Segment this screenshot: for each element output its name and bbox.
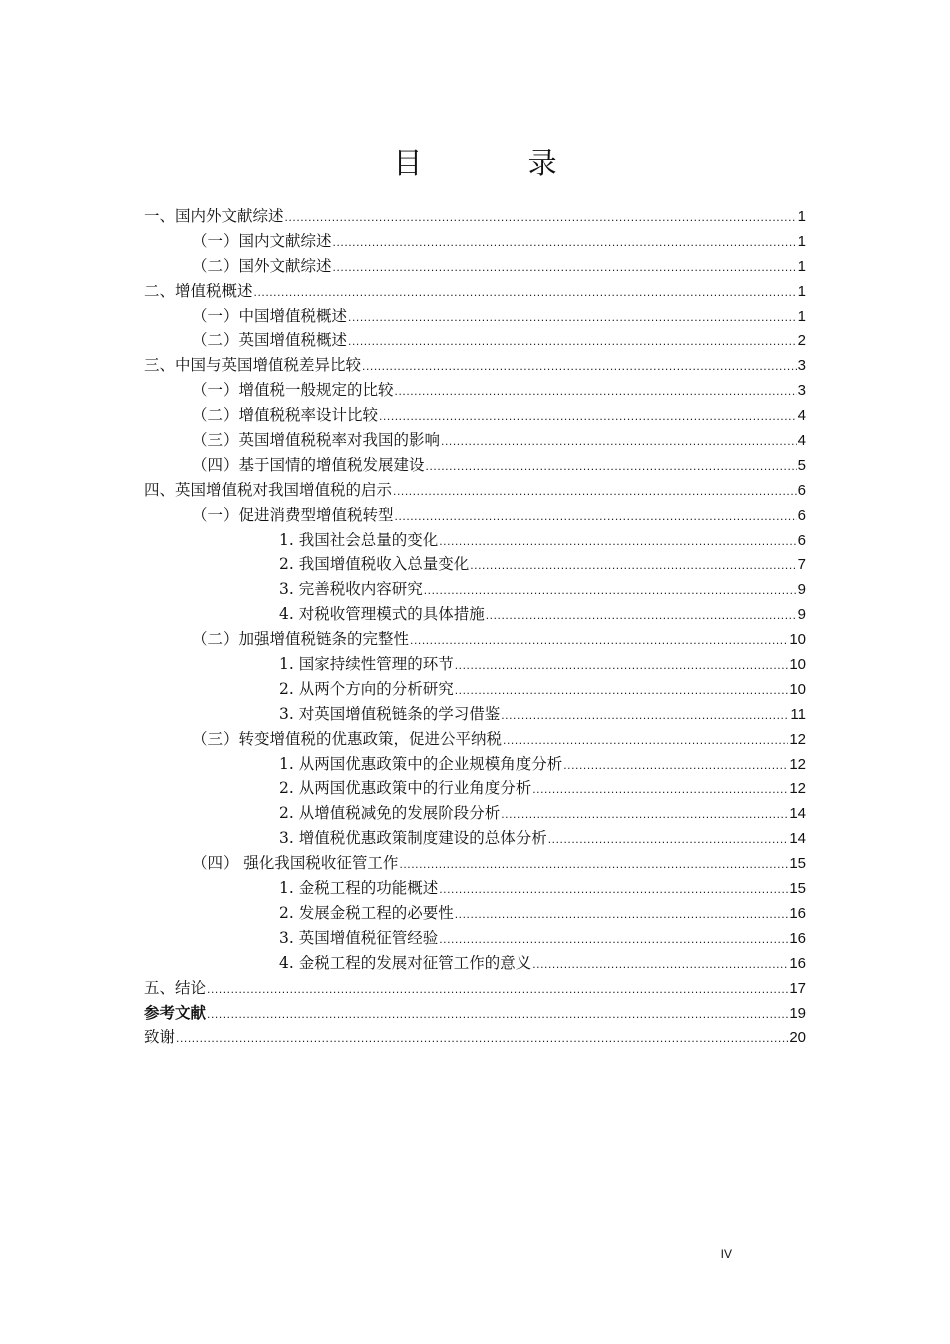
toc-entry-page-number: 15 (789, 880, 806, 898)
dot-leader (548, 827, 789, 852)
toc-entry-label: （二）国外文献综述 (192, 256, 332, 275)
dot-leader (532, 777, 788, 802)
dot-leader (333, 230, 797, 255)
toc-entry-label: 2. 从两个方向的分析研究 (279, 679, 454, 698)
toc-entry-label: 1. 国家持续性管理的环节 (279, 655, 454, 674)
toc-entry-label: 4. 金税工程的发展对征管工作的意义 (279, 953, 532, 972)
toc-entry-label: （二）加强增值税链条的完整性 (192, 630, 410, 649)
toc-entry-page-number: 4 (797, 432, 806, 450)
toc-entry-page-number: 6 (797, 506, 806, 524)
toc-entry-page-number: 20 (789, 1029, 806, 1047)
toc-entry-page-number: 10 (789, 656, 806, 674)
toc-entry-page-number: 11 (790, 705, 806, 723)
dot-leader (379, 404, 797, 429)
dot-leader (399, 852, 788, 877)
toc-entry-page-number: 6 (797, 481, 806, 499)
toc-entry[interactable] (144, 1025, 806, 1050)
table-of-contents (144, 204, 806, 1050)
toc-entry-label: （二）增值税税率设计比较 (192, 406, 379, 425)
toc-entry-label: 3. 完善税收内容研究 (279, 580, 423, 599)
toc-entry[interactable] (144, 478, 806, 503)
toc-entry-page-number: 12 (789, 780, 806, 798)
toc-entry-page-number: 16 (789, 954, 806, 972)
toc-entry[interactable] (144, 304, 806, 329)
toc-entry-page-number: 12 (789, 730, 806, 748)
toc-entry-label: （一）促进消费型增值税转型 (192, 505, 394, 524)
dot-leader (503, 728, 788, 753)
toc-entry-page-number: 12 (789, 755, 806, 773)
toc-entry[interactable] (144, 403, 806, 428)
toc-entry[interactable] (144, 801, 806, 826)
toc-entry[interactable] (144, 926, 806, 951)
dot-leader (348, 305, 797, 330)
toc-entry-label: 2. 从两国优惠政策中的行业角度分析 (279, 779, 532, 798)
toc-entry-page-number: 3 (797, 357, 806, 375)
toc-entry-label: （一）国内文献综述 (192, 231, 332, 250)
toc-entry[interactable] (144, 453, 806, 478)
dot-leader (285, 205, 797, 230)
dot-leader (455, 653, 789, 678)
dot-leader (424, 578, 797, 603)
toc-entry[interactable] (144, 851, 806, 876)
toc-entry-label: 3. 增值税优惠政策制度建设的总体分析 (279, 829, 547, 848)
toc-entry-page-number: 9 (797, 581, 806, 599)
toc-entry-page-number: 10 (789, 631, 806, 649)
toc-entry-label: 参考文献 (144, 1002, 207, 1022)
toc-entry-label: 3. 英国增值税征管经验 (279, 928, 439, 947)
toc-entry-label: 四、英国增值税对我国增值税的启示 (144, 480, 393, 499)
toc-entry-page-number: 1 (797, 208, 806, 225)
toc-entry-page-number: 14 (789, 805, 806, 823)
dot-leader (207, 1002, 788, 1027)
dot-leader (254, 280, 797, 305)
toc-entry-page-number: 16 (789, 904, 806, 922)
toc-entry-page-number: 10 (789, 680, 806, 698)
toc-entry-label: （一）中国增值税概述 (192, 306, 348, 325)
dot-leader (176, 1026, 788, 1051)
toc-entry-page-number: 5 (797, 456, 806, 474)
toc-entry-label: 1. 金税工程的功能概述 (279, 879, 439, 898)
toc-entry[interactable] (144, 353, 806, 378)
toc-entry[interactable] (144, 378, 806, 403)
toc-entry-label: （一）增值税一般规定的比较 (192, 381, 394, 400)
dot-leader (439, 927, 788, 952)
dot-leader (455, 678, 789, 703)
toc-entry[interactable] (144, 1001, 806, 1026)
toc-entry-page-number: 1 (797, 232, 806, 250)
toc-entry-label: （四） 强化我国税收征管工作 (192, 854, 399, 873)
toc-entry[interactable] (144, 428, 806, 453)
toc-entry-page-number: 9 (797, 606, 806, 624)
toc-entry[interactable] (144, 328, 806, 353)
dot-leader (348, 329, 797, 354)
toc-entry-page-number: 16 (789, 929, 806, 947)
toc-entry[interactable] (144, 752, 806, 777)
toc-entry[interactable] (144, 627, 806, 652)
dot-leader (455, 902, 789, 927)
toc-entry-page-number: 19 (789, 1004, 806, 1022)
dot-leader (393, 479, 797, 504)
toc-entry-page-number: 2 (797, 332, 806, 350)
toc-entry[interactable] (144, 528, 806, 553)
toc-entry-label: 二、增值税概述 (144, 281, 253, 300)
page-footer-number: IV (720, 1247, 732, 1261)
dot-leader (501, 703, 789, 728)
toc-entry[interactable] (144, 229, 806, 254)
toc-entry[interactable] (144, 776, 806, 801)
toc-entry-page-number: 1 (797, 282, 806, 300)
toc-entry[interactable] (144, 577, 806, 602)
toc-entry[interactable] (144, 552, 806, 577)
toc-entry[interactable] (144, 876, 806, 901)
dot-leader (470, 553, 796, 578)
dot-leader (486, 603, 797, 628)
toc-entry-page-number: 17 (789, 979, 806, 997)
toc-entry-label: （三）转变增值税的优惠政策，促进公平纳税 (192, 729, 503, 748)
dot-leader (439, 877, 788, 902)
toc-entry-label: 致谢 (144, 1028, 176, 1047)
toc-entry[interactable] (144, 976, 806, 1001)
toc-entry-label: 2. 发展金税工程的必要性 (279, 903, 454, 922)
toc-entry-page-number: 4 (797, 407, 806, 425)
dot-leader (426, 454, 797, 479)
dot-leader (333, 255, 797, 280)
toc-entry-label: 1. 我国社会总量的变化 (279, 530, 439, 549)
toc-entry-label: 一、国内外文献综述 (144, 207, 284, 225)
toc-entry[interactable] (144, 677, 806, 702)
toc-entry-label: （四）基于国情的增值税发展建设 (192, 455, 425, 474)
dot-leader (532, 952, 788, 977)
toc-entry-label: 3. 对英国增值税链条的学习借鉴 (279, 704, 501, 723)
toc-entry-label: 2. 我国增值税收入总量变化 (279, 555, 470, 574)
toc-entry-page-number: 6 (797, 531, 806, 549)
toc-entry[interactable] (144, 826, 806, 851)
toc-entry-label: （三）英国增值税税率对我国的影响 (192, 431, 441, 450)
toc-entry[interactable] (144, 727, 806, 752)
dot-leader (410, 628, 788, 653)
toc-title: 目 录 (393, 146, 605, 180)
dot-leader (563, 753, 788, 778)
toc-entry-page-number: 7 (797, 556, 806, 574)
dot-leader (501, 802, 788, 827)
toc-entry-page-number: 14 (789, 830, 806, 848)
toc-entry[interactable] (144, 503, 806, 528)
toc-entry-label: 五、结论 (144, 978, 207, 997)
toc-entry[interactable] (144, 951, 806, 976)
toc-entry-label: （二）英国增值税概述 (192, 331, 348, 350)
toc-entry-label: 2. 从增值税减免的发展阶段分析 (279, 804, 501, 823)
toc-entry[interactable] (144, 254, 806, 279)
toc-entry-page-number: 1 (797, 257, 806, 275)
toc-entry-page-number: 15 (789, 855, 806, 873)
toc-entry-label: 4. 对税收管理模式的具体措施 (279, 605, 485, 624)
toc-entry-label: 三、中国与英国增值税差异比较 (144, 356, 362, 375)
toc-entry[interactable] (144, 702, 806, 727)
toc-entry-page-number: 3 (797, 382, 806, 400)
dot-leader (395, 504, 797, 529)
toc-entry[interactable] (144, 204, 806, 229)
toc-entry[interactable] (144, 602, 806, 627)
toc-entry-label: 1. 从两国优惠政策中的企业规模角度分析 (279, 754, 563, 773)
toc-entry-page-number: 1 (797, 307, 806, 325)
dot-leader (362, 354, 797, 379)
dot-leader (395, 379, 797, 404)
toc-entry[interactable] (144, 279, 806, 304)
dot-leader (441, 429, 797, 454)
dot-leader (439, 529, 796, 554)
dot-leader (207, 977, 788, 1002)
toc-entry[interactable] (144, 901, 806, 926)
toc-entry[interactable] (144, 652, 806, 677)
